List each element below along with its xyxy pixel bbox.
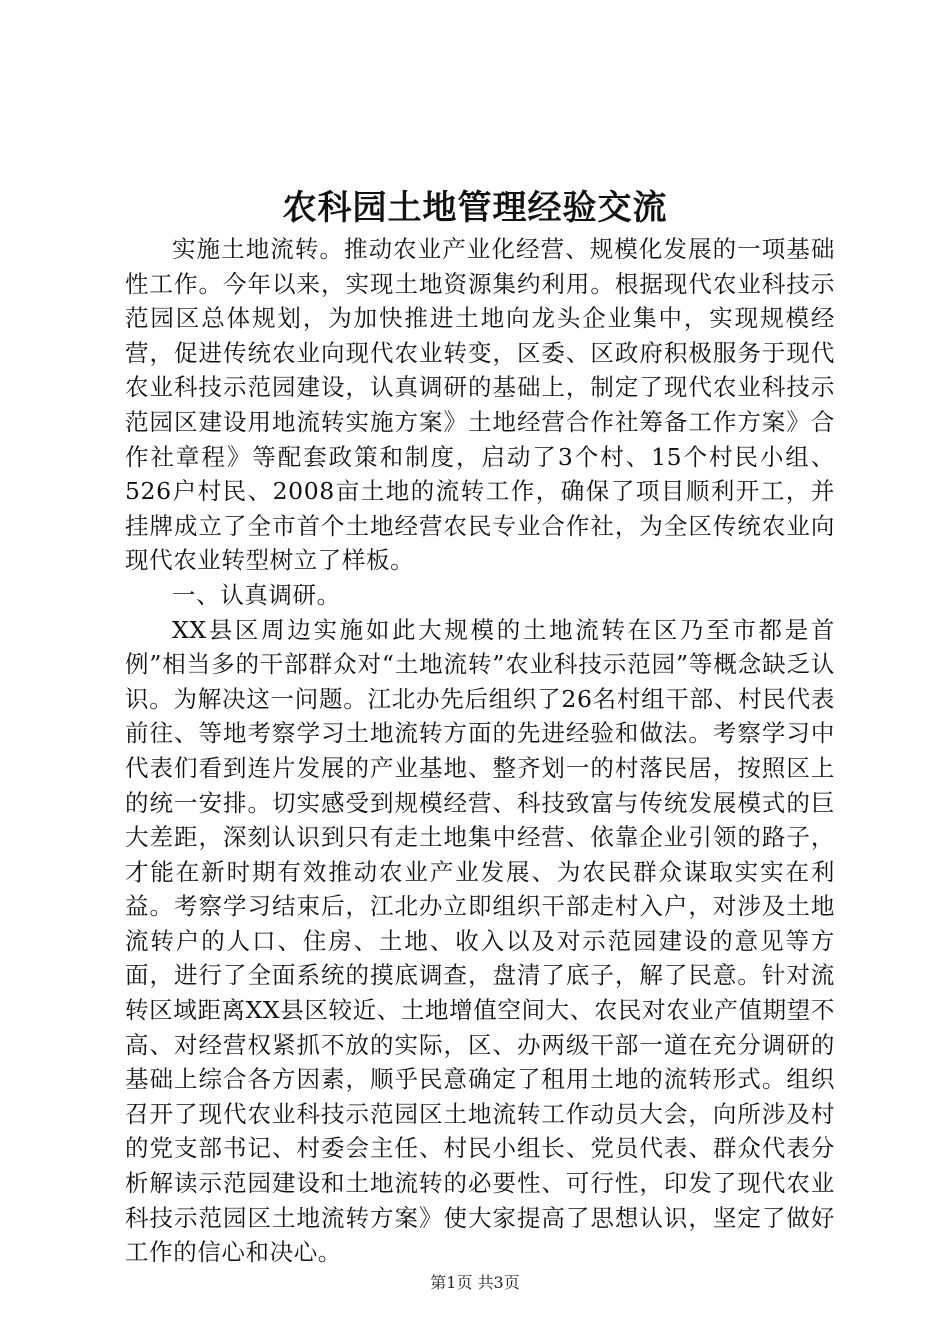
document-title: 农科园土地管理经验交流 [282,188,668,228]
section-heading: 一、认真调研。 [172,580,341,609]
document-body [125,232,835,1270]
paragraph-research: XX县区周边实施如此大规模的土地流转在区乃至市都是首例”相当多的干部群众对“土地流转”农业科技示范园”等概念缺乏认识。为解决这一问题。江北办先后组织了26名村组干部、村民代表前往、等地考察学习土地流转方面的先进经验和做法。考察学习中代表们看到连片发展的产业基地、整齐划一的村落民居，按照区上的统一安排。切实感受到规模经营、科技致富与传统发展模式的巨大差距，深刻认识到只有走土地集中经营、依靠企业引领的路子，才能在新时期有效推动农业产业发展、为农民群众谋取实实在利益。考察学习结束后，江北办立即组织干部走村入户，对涉及土地流转户的人口、住房、土地、收入以及对示范园建设的意见等方面，进行了全面系统的摸底调查，盘清了底子，解了民意。针对流转区域距离XX县区较近、土地增值空间大、农民对农业产值期望不高、对经营权紧抓不放的实际，区、办两级干部一道在充分调研的基础上综合各方因素，顺乎民意确定了租用土地的流转形式。组织召开了现代农业科技示范园区土地流转工作动员大会，向所涉及村的党支部书记、村委会主任、村民小组长、党员代表、群众代表分析解读示范园建设和土地流转的必要性、可行性，印发了现代农业科技示范园区土地流转方案》使大家提高了思想认识，坚定了做好工作的信心和决心。 [125,615,835,1267]
paragraph-intro: 实施土地流转。推动农业产业化经营、规模化发展的一项基础性工作。今年以来，实现土地资源集约利用。根据现代农业科技示范园区总体规划，为加快推进土地向龙头企业集中，实现规模经营，促进传统农业向现代农业转变，区委、区政府积极服务于现代农业科技示范园建设，认真调研的基础上，制定了现代农业科技示范园区建设用地流转实施方案》土地经营合作社筹备工作方案》合作社章程》等配套政策和制度，启动了3个村、15个村民小组、526户村民、2008亩土地的流转工作，确保了项目顺利开工，并挂牌成立了全市首个土地经营农民专业合作社，为全区传统农业向现代农业转型树立了样板。 [125,235,835,575]
page-footer: 第1页 共3页 [430,1273,520,1292]
